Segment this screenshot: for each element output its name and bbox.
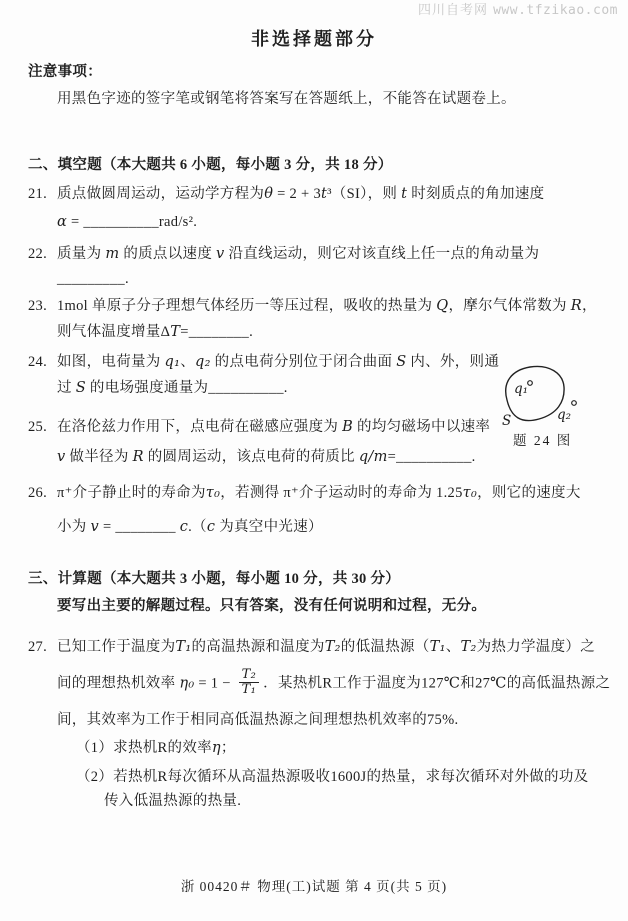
fraction-t2-over-t1: [239, 668, 259, 696]
question-number: 25.: [28, 419, 48, 435]
watermark-site: 四川自考网: [417, 3, 488, 18]
text-segment: __________.: [208, 380, 288, 396]
text-segment: 、: [445, 639, 461, 655]
question-25-line-2: [57, 448, 476, 468]
text-segment: q₁: [164, 354, 181, 370]
point-charge-q1-dot: [528, 381, 533, 386]
text-segment: __________.: [396, 449, 476, 465]
text-segment: T₂: [324, 639, 341, 655]
question-27-part-2: [76, 768, 588, 788]
text-segment: 如图，电荷量为: [57, 354, 165, 370]
text-segment: =: [99, 519, 116, 535]
text-segment: 的质点以速度: [119, 246, 217, 262]
text-segment: t: [401, 186, 408, 202]
text-segment: m: [105, 246, 120, 262]
text-segment: 的高温热源和温度为: [191, 639, 325, 655]
watermark: [418, 2, 618, 20]
text-segment: 做半径为: [65, 449, 133, 465]
question-number: 22.: [28, 246, 48, 262]
text-segment: ，: [582, 298, 597, 314]
text-segment: 时刻质点的角加速度: [407, 186, 545, 202]
text-segment: =: [180, 324, 189, 340]
figure-label-s: S: [502, 413, 512, 429]
text-segment: v: [90, 519, 100, 535]
text-segment: 为热力学温度）之: [476, 639, 596, 655]
question-24-line-2: [57, 379, 288, 399]
question-27-line-2b: [263, 675, 610, 691]
question-26-line-1: [28, 484, 581, 504]
text-segment: v: [57, 449, 66, 465]
text-segment: 过: [57, 380, 76, 396]
text-segment: T: [170, 324, 181, 340]
text-segment: 的均匀磁场中以速率: [353, 419, 491, 435]
text-segment: 的低温热源（: [340, 639, 430, 655]
figure-label-q2: q₂: [557, 407, 572, 423]
question-24-line-1: [28, 353, 499, 373]
text-segment: rad/s².: [158, 214, 198, 230]
text-segment: = 2 + 3: [273, 186, 321, 202]
text-segment: v: [216, 246, 225, 262]
text-segment: 在洛伦兹力作用下，点电荷在磁感应强度为: [57, 419, 343, 435]
text-segment: Q: [436, 298, 449, 314]
question-25-line-1: [28, 418, 490, 438]
point-charge-q2-dot: [572, 401, 577, 406]
question-22-line-1: [28, 245, 539, 265]
question-21-line-2: [57, 213, 197, 233]
text-segment: ________.: [188, 324, 254, 340]
question-26-line-2: [57, 518, 323, 538]
text-segment: 间的理想热机效率: [57, 675, 180, 692]
text-segment: π⁺介子静止时的寿命为: [57, 485, 206, 501]
text-segment: ．某热机R工作于温度为127℃和27℃的高低温热源之: [263, 675, 611, 692]
text-segment: 小为: [57, 519, 91, 535]
figure-caption: 题 24 图: [513, 433, 573, 448]
text-segment: _________.: [57, 271, 129, 287]
question-23-line-2: [57, 323, 253, 343]
text-segment: B: [342, 419, 354, 435]
question-21-line-1: [28, 185, 544, 205]
text-segment: .（: [188, 519, 207, 535]
text-segment: θ: [264, 186, 274, 202]
text-segment: ，摩尔气体常数为: [448, 298, 571, 314]
text-segment: c: [206, 519, 216, 535]
text-segment: η: [211, 740, 221, 756]
section-calc-subheading: 要写出主要的解题过程。只有答案，没有任何说明和过程，无分。: [57, 598, 487, 614]
fraction-denominator: T₁: [239, 682, 259, 697]
text-segment: S: [396, 354, 407, 370]
text-segment: 间，其效率为工作于相同高低温热源之间理想热机效率的75%.: [57, 712, 459, 728]
figure-label-q1: q₁: [514, 381, 529, 397]
text-segment: 则气体温度增量Δ: [57, 324, 171, 340]
question-27-line-1: [28, 638, 595, 658]
text-segment: （2）若热机R每次循环从高温热源吸收1600J的热量，求每次循环对外做的功及: [76, 769, 589, 785]
text-segment: τ₀: [462, 485, 478, 501]
text-segment: R: [132, 449, 144, 465]
text-segment: 的圆周运动，该点电荷的荷质比: [143, 449, 359, 465]
text-segment: =: [67, 214, 84, 230]
text-segment: 为真空中光速）: [215, 519, 323, 535]
text-segment: T₁: [175, 639, 192, 655]
figure-question-24: [493, 356, 625, 454]
section-fill-heading: 二、填空题（本大题共 6 小题，每小题 3 分，共 18 分）: [28, 157, 393, 173]
watermark-url: www.tfzikao.com: [493, 3, 618, 18]
question-22-line-2: [57, 270, 129, 290]
question-27-line-2: [57, 667, 611, 698]
text-segment: S: [75, 380, 86, 396]
notice-body: 用黑色字迹的签字笔或钢笔将答案写在答题纸上，不能答在试题卷上。: [57, 91, 516, 107]
text-segment: q/m: [358, 449, 388, 465]
text-segment: =: [387, 449, 397, 465]
text-segment: 的点电荷分别位于闭合曲面: [210, 354, 397, 370]
question-27-part-1: [76, 739, 236, 759]
text-segment: R: [570, 298, 582, 314]
question-number: 23.: [28, 298, 48, 314]
text-segment: （1）求热机R的效率: [76, 740, 212, 756]
text-segment: 、: [180, 354, 196, 370]
page-title: 非选择题部分: [251, 29, 377, 49]
fraction-numerator: T₂: [241, 667, 257, 682]
notice-heading: 注意事项：: [28, 64, 102, 80]
question-number: 21.: [28, 186, 48, 202]
text-segment: 的电场强度通量为: [85, 380, 209, 396]
text-segment: c: [179, 519, 189, 535]
page-footer: 浙 00420＃ 物理(工)试题 第 4 页(共 5 页): [180, 879, 448, 894]
question-27-line-3: [57, 711, 458, 731]
text-segment: = 1 −: [194, 675, 235, 692]
text-segment: T₁: [429, 639, 446, 655]
question-number: 24.: [28, 354, 48, 370]
question-27-part-2-cont: [104, 792, 241, 812]
text-segment: 质点做圆周运动，运动学方程为: [57, 186, 265, 202]
question-number: 27.: [28, 639, 48, 655]
text-segment: η₀: [179, 675, 195, 692]
text-segment: 沿直线运动，则它对该直线上任一点的角动量为: [224, 246, 540, 262]
section-calc-heading: 三、计算题（本大题共 3 小题，每小题 10 分，共 30 分）: [28, 571, 401, 587]
text-segment: ________: [115, 519, 176, 535]
text-segment: 传入低温热源的热量.: [104, 793, 242, 809]
text-segment: ，若测得 π⁺介子运动时的寿命为 1.25: [220, 485, 463, 501]
text-segment: __________: [83, 214, 159, 230]
text-segment: α: [57, 214, 68, 230]
text-segment: t: [321, 186, 328, 202]
text-segment: 已知工作于温度为: [57, 639, 176, 655]
text-segment: T₂: [460, 639, 477, 655]
question-number: 26.: [28, 485, 48, 501]
text-segment: ³（SI），则: [327, 186, 402, 202]
text-segment: 质量为: [57, 246, 106, 262]
text-segment: 内、外，则通: [406, 354, 500, 370]
text-segment: ，则它的速度大: [477, 485, 581, 501]
text-segment: q₂: [195, 354, 211, 370]
text-segment: τ₀: [205, 485, 221, 501]
text-segment: ；: [220, 740, 236, 756]
question-27-line-2a: [57, 675, 235, 691]
text-segment: 1mol 单原子分子理想气体经历一等压过程，吸收的热量为: [57, 298, 437, 314]
question-23-line-1: [28, 297, 597, 317]
